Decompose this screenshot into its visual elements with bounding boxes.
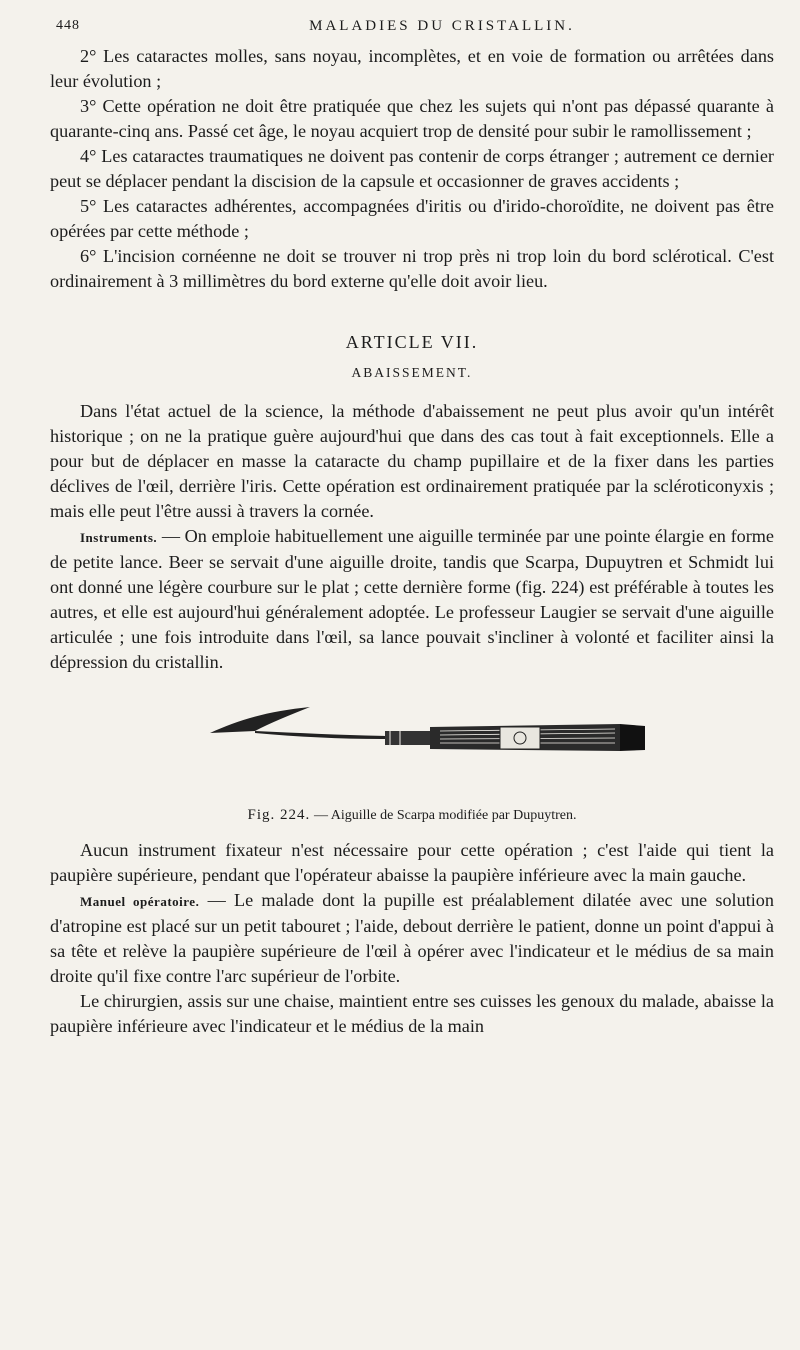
list-item: 2° Les cataractes molles, sans noyau, incomplètes, et en voie de formation ou arrêtées dans leur évolution ;: [50, 46, 774, 91]
figure-description: — Aiguille de Scarpa modifiée par Dupuytren.: [314, 808, 577, 823]
instruments-text: — On emploie habituellement une aiguille terminée par une pointe élargie en forme de petite lance. Beer se servait d'une aiguille droite, tandis que Scarpa, Dupuytren et Schmidt lui ont donné une légère courbure sur le plat ; cette dernière forme (fig. 224) est préférable à toutes les autres, et elle est aujourd'hui généralement adoptée. Le professeur Laugier se servait d'une aiguille articulée ; une fois introduite dans l'œil, sa lance pouvait s'incliner à volonté et faciliter ainsi la dépression du cristallin.: [50, 526, 774, 672]
page-header: [50, 14, 774, 44]
needle-illustration: [200, 693, 720, 763]
figure-224: [50, 689, 774, 799]
list-item: 5° Les cataractes adhérentes, accompagnées d'iritis ou d'irido-choroïdite, ne doivent pas être opérées par cette méthode ;: [50, 196, 774, 241]
page-number: 448: [56, 18, 80, 33]
figure-label: Fig. 224.: [247, 807, 311, 823]
intro-paragraph: Dans l'état actuel de la science, la méthode d'abaissement ne peut plus avoir qu'un intérêt historique ; on ne la pratique guère aujourd'hui que dans des cas tout à fait exceptionnels. Elle a pour but de déplacer en masse la cataracte du champ pupillaire et de la fixer dans les parties déclives de l'œil, derrière l'iris. Cette opération est ordinairement pratiquée par la scléroticonyxis ; mais elle peut l'être aussi à travers la cornée.: [50, 401, 774, 521]
instruments-lead: Instruments.: [80, 530, 158, 545]
figure-caption: [50, 807, 774, 824]
paragraph: Aucun instrument fixateur n'est nécessaire pour cette opération ; c'est l'aide qui tient la paupière supérieure, pendant que l'opérateur abaisse la paupière inférieure avec la main gauche.: [50, 840, 774, 885]
article-title: ARTICLE VII.: [345, 332, 479, 352]
manuel-lead: Manuel opératoire.: [80, 894, 200, 909]
list-item: 6° L'incision cornéenne ne doit se trouver ni trop près ni trop loin du bord sclérotical. C'est ordinairement à 3 millimètres du bord externe qu'elle doit avoir lieu.: [50, 246, 774, 291]
contraindication-list: [50, 44, 774, 294]
manuel-text: — Le malade dont la pupille est préalablement dilatée avec une solution d'atropine est placé sur un petit tabouret ; l'aide, debout derrière le patient, donne un point d'appui à sa tête et relève la paupière supérieure de l'œil à opérer avec l'indicateur et le médius de sa main droite qu'il fixe contre l'arc supérieur de l'orbite.: [50, 890, 774, 986]
article-subtitle: ABAISSEMENT.: [351, 365, 473, 380]
paragraph: Le chirurgien, assis sur une chaise, maintient entre ses cuisses les genoux du malade, abaisse la paupière inférieure avec l'indicateur et le médius de la main: [50, 991, 774, 1036]
running-head: MALADIES DU CRISTALLIN.: [309, 18, 575, 34]
manuel-paragraph: [50, 888, 774, 989]
list-item: 3° Cette opération ne doit être pratiquée que chez les sujets qui n'ont pas dépassé quarante à quarante-cinq ans. Passé cet âge, le noyau acquiert trop de densité pour subir le ramollissement ;: [50, 96, 774, 141]
instruments-paragraph: [50, 524, 774, 675]
list-item: 4° Les cataractes traumatiques ne doivent pas contenir de corps étranger ; autrement ce dernier peut se déplacer pendant la discision de la capsule et occasionner de graves accidents ;: [50, 146, 774, 191]
